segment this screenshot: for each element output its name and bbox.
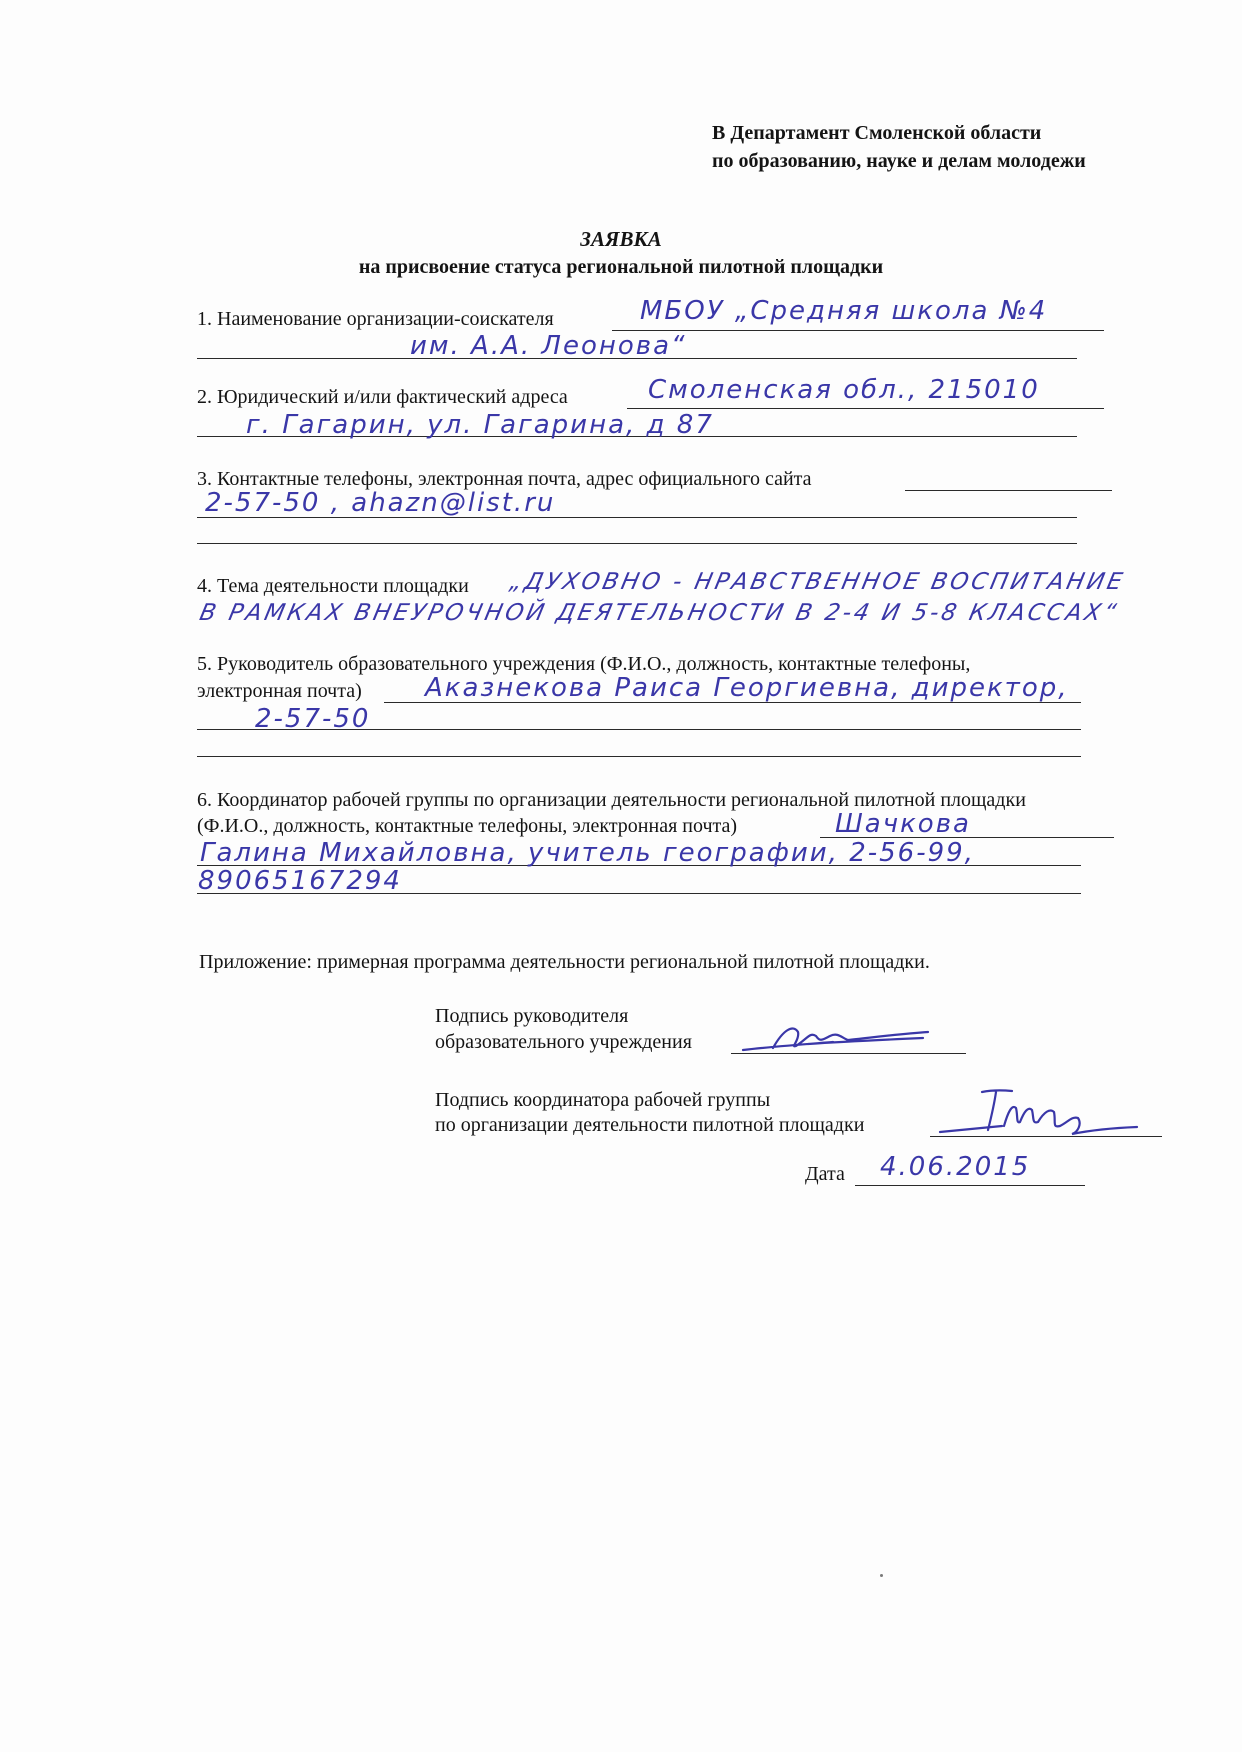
field-2-handwriting-2: г. Гагарин, ул. Гагарина, д 87 bbox=[246, 410, 714, 440]
field-5-handwriting-2: 2-57-50 bbox=[255, 704, 371, 734]
field-6-label-1: 6. Координатор рабочей группы по организации деятельности региональной пилотной площадки bbox=[197, 789, 1026, 811]
field-5-label-1: 5. Руководитель образовательного учреждения (Ф.И.О., должность, контактные телефоны, bbox=[197, 653, 971, 675]
field-1-label: 1. Наименование организации-соискателя bbox=[197, 308, 554, 330]
scan-speck bbox=[880, 1574, 883, 1577]
field-2-label: 2. Юридический и/или фактический адреса bbox=[197, 386, 568, 408]
head-signature-label-1: Подпись руководителя bbox=[435, 1005, 629, 1027]
coord-signature-label-1: Подпись координатора рабочей группы bbox=[435, 1089, 771, 1111]
field-1-handwriting-2: им. А.А. Леонова“ bbox=[410, 331, 687, 361]
field-6-handwriting-2: Галина Михайловна, учитель географии, 2-56-99, bbox=[200, 838, 975, 868]
field-3-rule-3 bbox=[197, 543, 1077, 544]
field-3-label: 3. Контактные телефоны, электронная почта, адрес официального сайта bbox=[197, 468, 812, 490]
addressee-line-2: по образованию, науке и делам молодежи bbox=[712, 150, 1086, 172]
addressee-line-1: В Департамент Смоленской области bbox=[712, 122, 1042, 144]
field-6-label-2: (Ф.И.О., должность, контактные телефоны, электронная почта) bbox=[197, 815, 738, 837]
document-subtitle: на присвоение статуса региональной пилотной площадки bbox=[358, 256, 884, 278]
field-1-handwriting-1: МБОУ „Средняя школа №4 bbox=[640, 296, 1048, 326]
date-rule bbox=[855, 1185, 1085, 1186]
appendix-note: Приложение: примерная программа деятельности региональной пилотной площадки. bbox=[199, 951, 930, 973]
field-4-handwriting-2: В РАМКАХ ВНЕУРОЧНОЙ ДЕЯТЕЛЬНОСТИ В 2-4 И 5-8 КЛАССАХ“ bbox=[197, 600, 1122, 626]
head-signature-label-2: образовательного учреждения bbox=[435, 1031, 692, 1053]
field-5-label-2: электронная почта) bbox=[197, 680, 362, 702]
field-4-label: 4. Тема деятельности площадки bbox=[197, 575, 469, 597]
field-5-handwriting-1: Аказнекова Раиса Георгиевна, директор, bbox=[425, 673, 1069, 703]
document-title: ЗАЯВКА bbox=[580, 227, 662, 251]
field-2-handwriting-1: Смоленская обл., 215010 bbox=[648, 375, 1040, 405]
coord-signature-label-2: по организации деятельности пилотной площадки bbox=[435, 1114, 865, 1136]
date-label: Дата bbox=[805, 1163, 845, 1185]
date-handwriting: 4.06.2015 bbox=[880, 1152, 1031, 1182]
field-6-handwriting-1: Шачкова bbox=[835, 809, 971, 839]
field-2-rule-1 bbox=[627, 408, 1104, 409]
field-4-handwriting-1: „ДУХОВНО - НРАВСТВЕННОЕ ВОСПИТАНИЕ bbox=[507, 569, 1128, 595]
field-3-rule-1 bbox=[905, 490, 1112, 491]
field-5-rule-3 bbox=[197, 756, 1081, 757]
field-6-handwriting-3: 89065167294 bbox=[198, 866, 402, 896]
field-3-handwriting-1: 2-57-50 , ahazn@list.ru bbox=[205, 488, 556, 518]
head-signature-image bbox=[738, 1018, 938, 1058]
coord-signature-image bbox=[932, 1082, 1142, 1138]
